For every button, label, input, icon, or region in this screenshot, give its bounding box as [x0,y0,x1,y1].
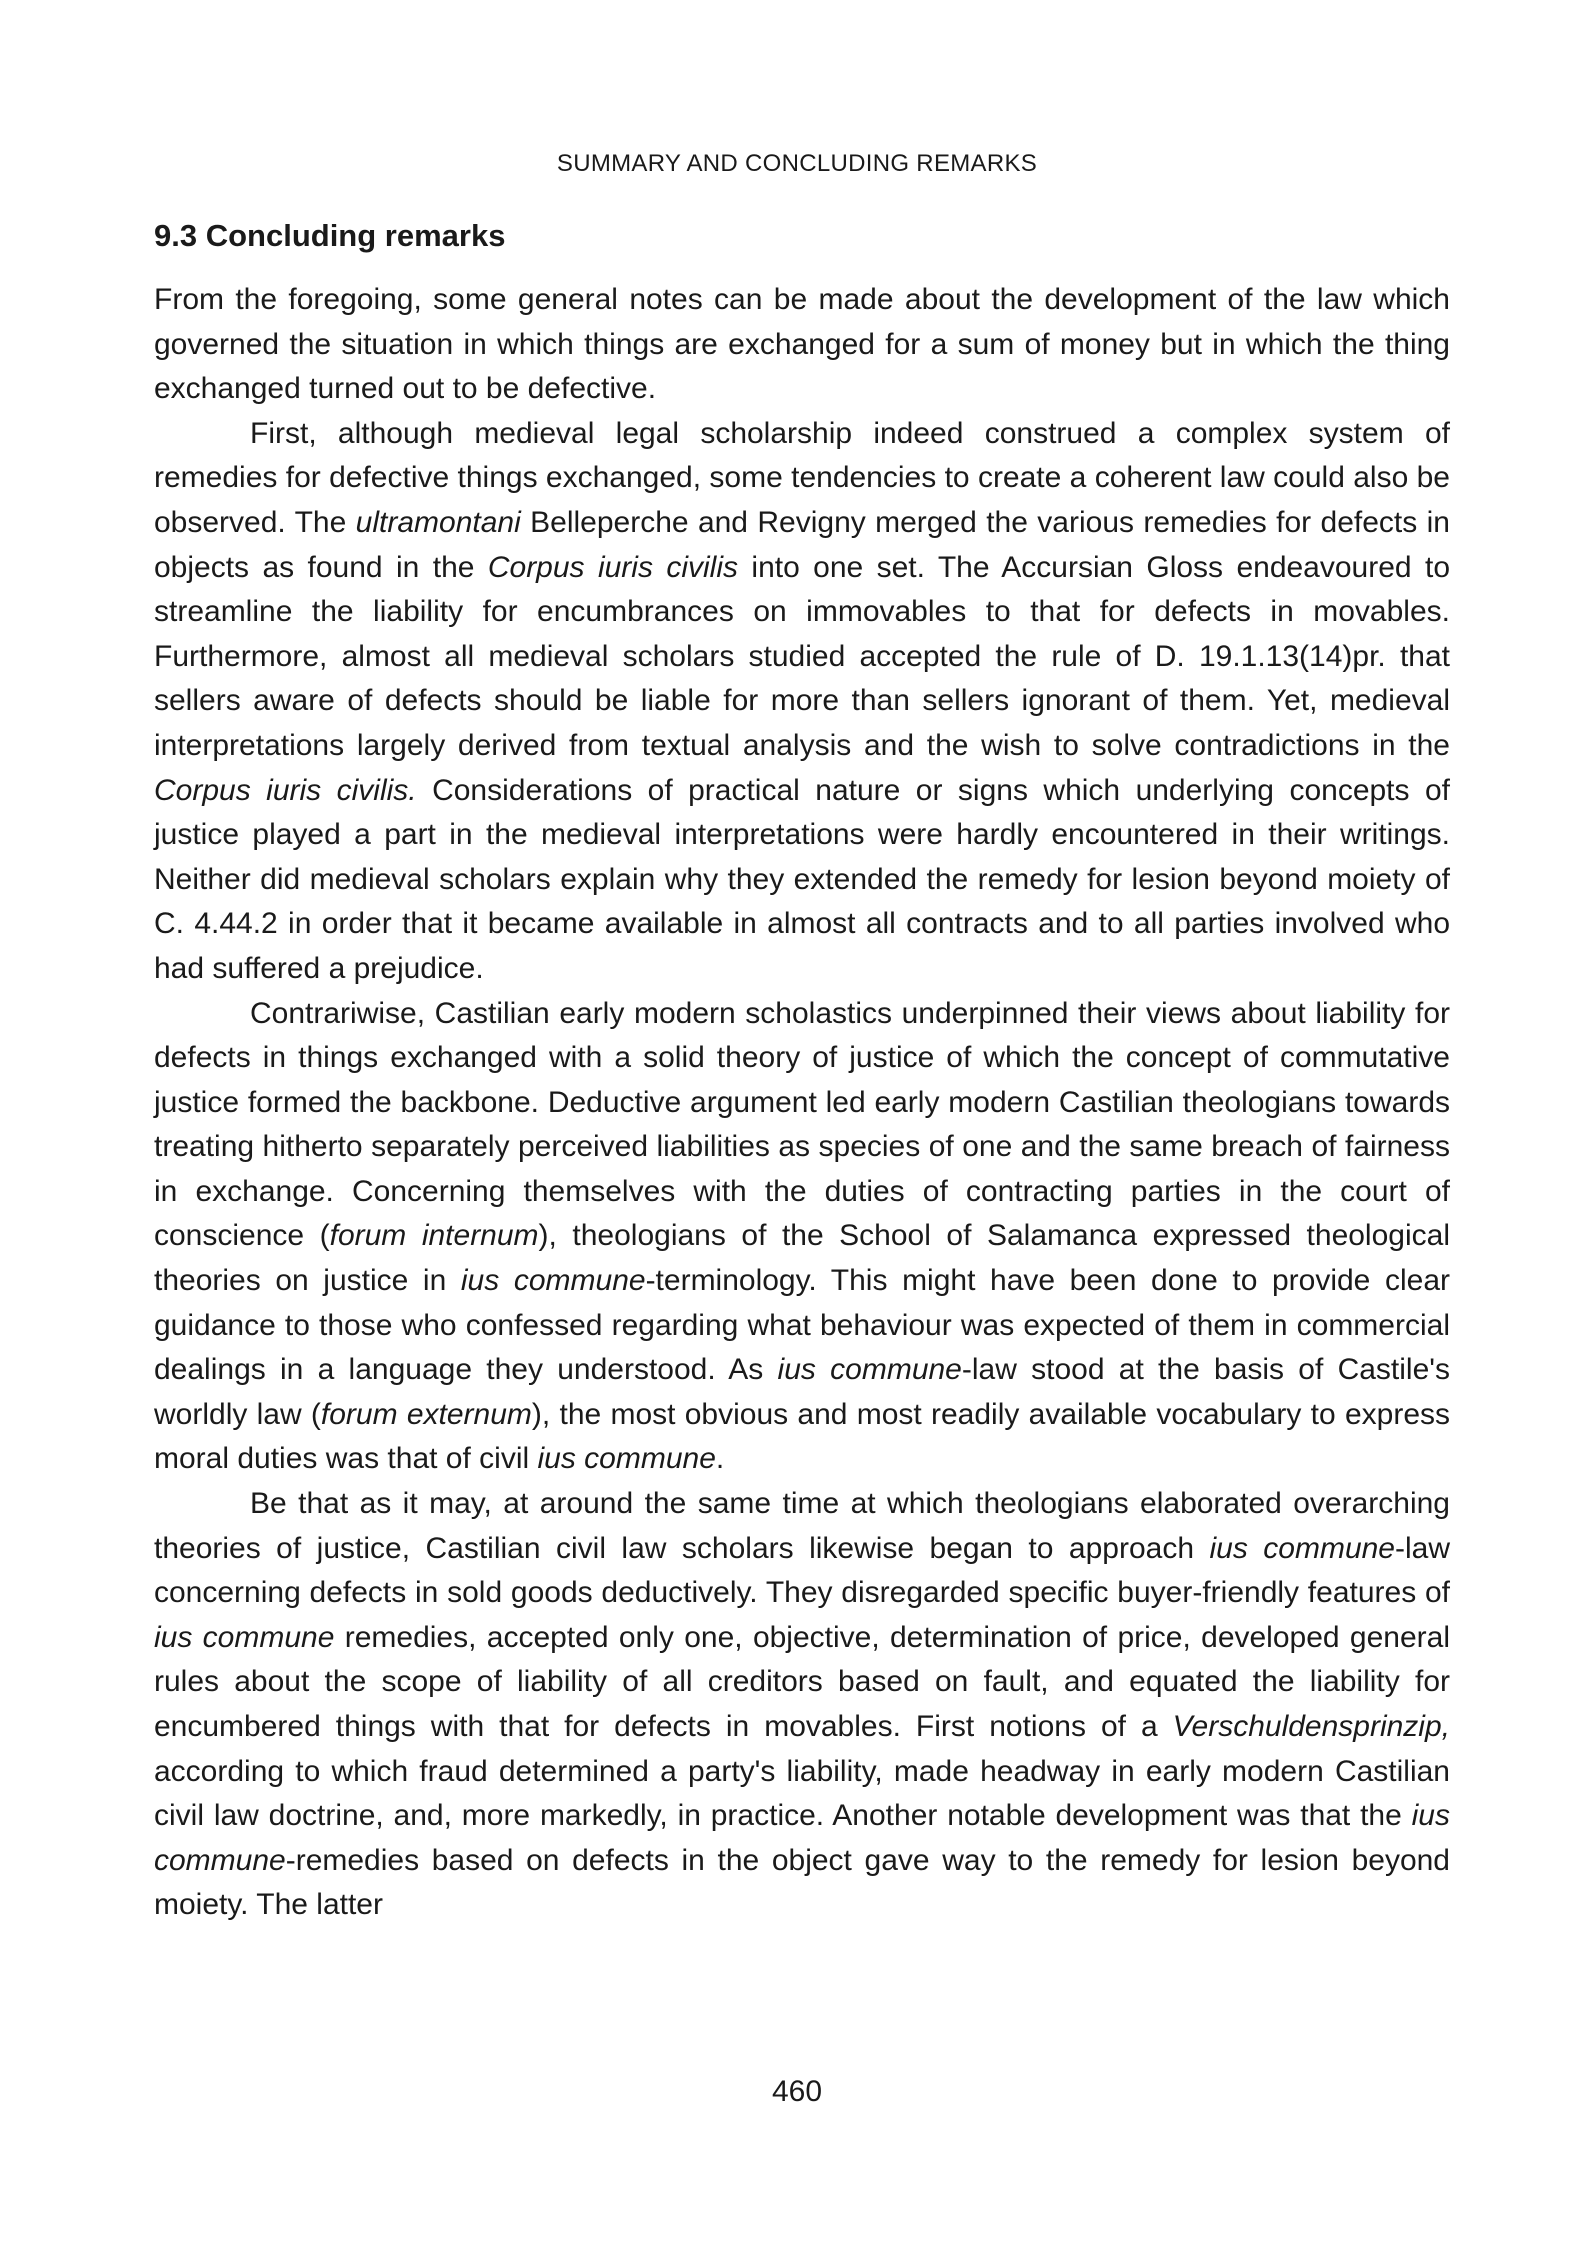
italic-term: ius commune [1209,1531,1395,1565]
section-title: 9.3 Concluding remarks [154,218,506,253]
italic-term: forum internum [329,1219,539,1253]
text-run: remedies, accepted only one, objective, determination of price, developed general rules about the scope of liability of all creditors based on fault, and equated the liability for encumbered things with that for defects in movables. First notions of a [154,1620,1450,1743]
body-text [154,278,1450,1928]
italic-term: Corpus iuris civilis [487,550,739,584]
text-run: Considerations of practical nature or signs which underlying concepts of justice played a part in the medieval interpretations were hardly encountered in their writings. Neither did medieval scholars explain why they extended the remedy for lesion beyond moiety of C. 4.44.2 in order that it became available in almost all contracts and to all parties involved who had suffered a prejudice. [154,773,1450,985]
text-run: ), theologians of the School of Salamanca expressed theological theories on justice in [154,1219,1450,1298]
page-number: 460 [771,2075,823,2108]
paragraph [154,992,1450,1483]
italic-term: Corpus iuris civilis. [154,773,417,807]
text-run: -terminology. This might have been done to provide clear guidance to those who confessed regarding what behaviour was expected of them in commercial dealings in a language they understood. As [154,1264,1450,1387]
text-run: Belleperche and Revigny merged the various remedies for defects in objects as found in the [154,505,1450,584]
italic-term: ius commune [777,1353,962,1387]
italic-term: forum externum [320,1397,532,1431]
text-run: From the foregoing, some general notes can be made about the development of the law which governed the situation in which things are exchanged for a sum of money but in which the thing exchanged turned out to be defective. [154,283,1450,406]
italic-term: ius commune [460,1264,646,1298]
italic-term: Verschuldensprinzip, [1172,1710,1450,1743]
paragraph [154,278,1450,412]
text-run: -law stood at the basis of Castile's worldly law ( [154,1353,1451,1431]
running-header: SUMMARY AND CONCLUDING REMARKS [556,150,1038,177]
italic-term: ius commune [154,1799,1450,1877]
paragraph [154,1482,1450,1928]
text-run: ), the most obvious and most readily available vocabulary to express moral duties was that of civil [154,1397,1450,1476]
text-run: . [715,1442,725,1476]
text-run: according to which fraud determined a party's liability, made headway in early modern Castilian civil law doctrine, and, more markedly, in practice. Another notable development was that the [154,1754,1450,1833]
text-run: First, although medieval legal scholarship indeed construed a complex system of remedies for defective things exchanged, some tendencies to create a coherent law could also be observed. The [154,416,1450,539]
text-run: -remedies based on defects in the object gave way to the remedy for lesion beyond moiety. The latter [154,1843,1450,1922]
text-run: Be that as it may, at around the same time at which theologians elaborated overarching theories of justice, Castilian civil law scholars likewise began to approach [154,1487,1450,1565]
text-run: into one set. The Accursian Gloss endeavoured to streamline the liability for encumbrances on immovables to that for defects in movables. Furthermore, almost all medieval scholars studied accepted the rule of D. 19.1.13(14)pr. that sellers aware of defects should be liable for more than sellers ignorant of them. Yet, medieval interpretations largely derived from textual analysis and the wish to solve contradictions in the [154,550,1451,762]
paragraph [154,412,1450,992]
italic-term: ius commune [154,1620,335,1654]
text-run: -law concerning defects in sold goods deductively. They disregarded specific buyer-friendly features of [154,1531,1451,1610]
italic-term: ius commune [537,1442,716,1476]
text-run: Contrariwise, Castilian early modern scholastics underpinned their views about liability for defects in things exchanged with a solid theory of justice of which the concept of commutative justice formed the backbone. Deductive argument led early modern Castilian theologians towards treating hitherto separately perceived liabilities as species of one and the same breach of fairness in exchange. Concerning themselves with the duties of contracting parties in the court of conscience ( [154,996,1450,1253]
italic-term: ultramontani [355,505,521,539]
